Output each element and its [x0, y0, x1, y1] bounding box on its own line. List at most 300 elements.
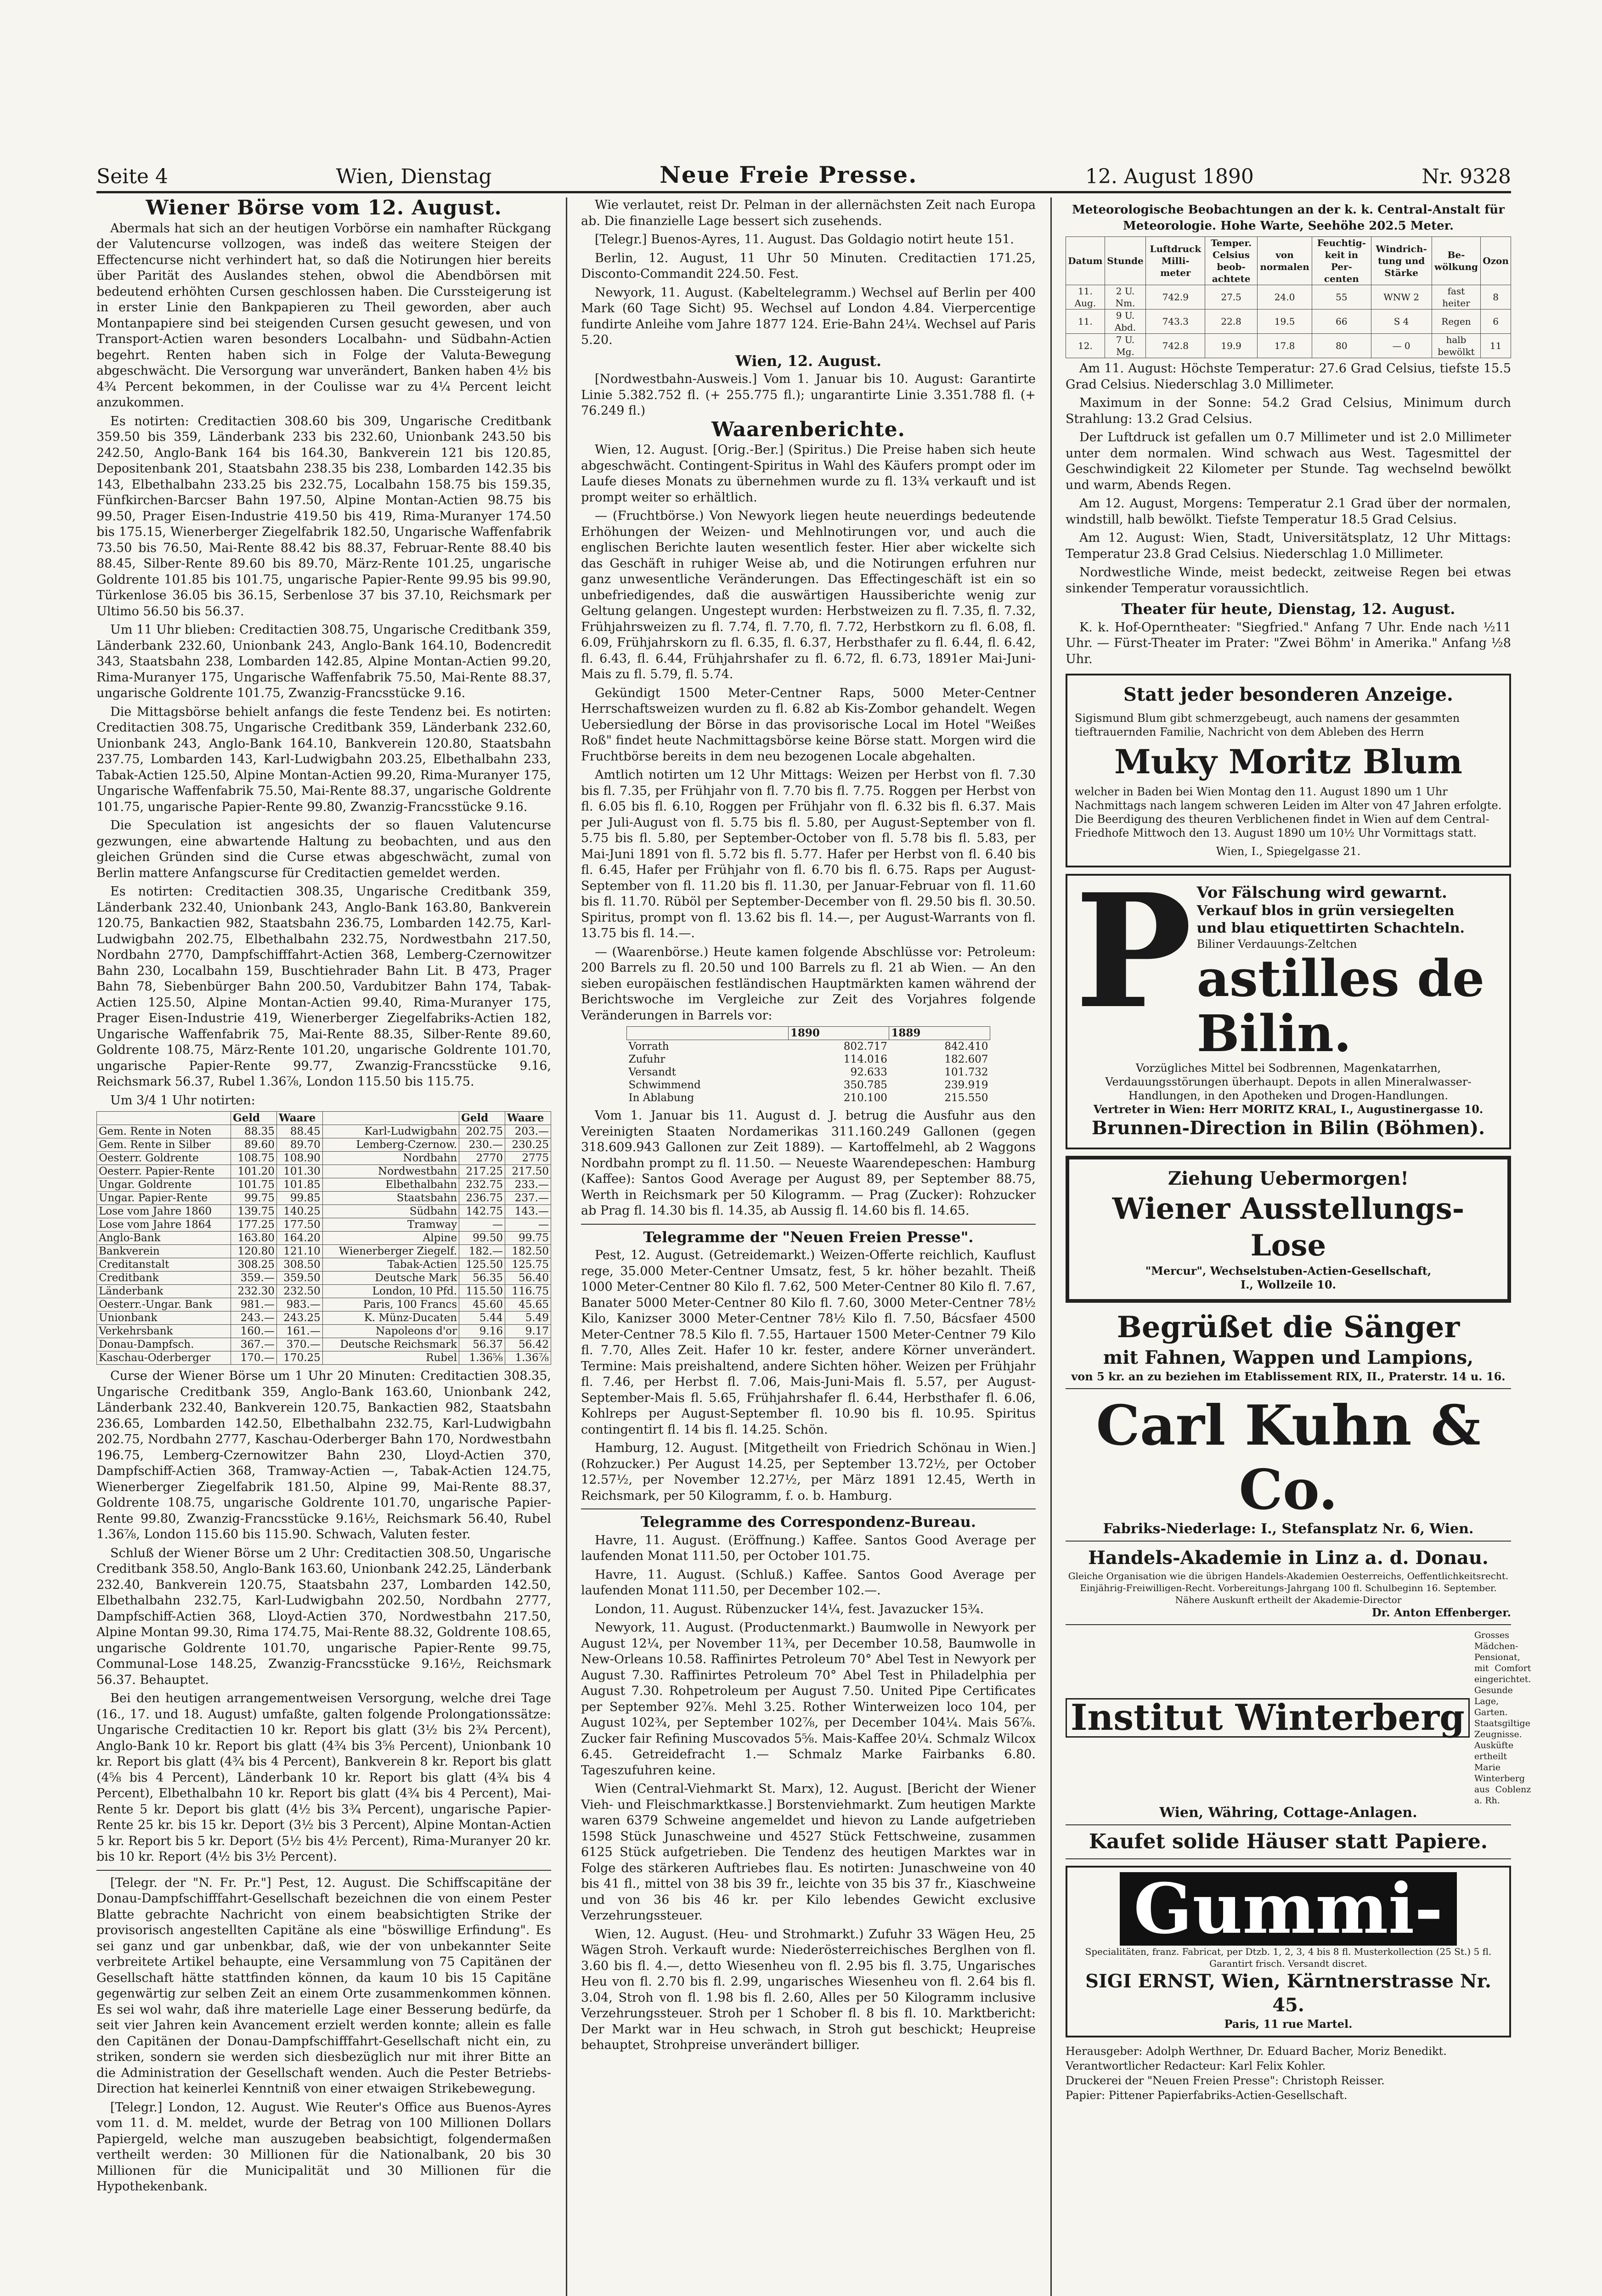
article-paragraph: [Telegr.] London, 12. August. Wie Reuter's Office aus Buenos-Ayres vom 11. d. M. meldet, wurde der Betrag von 100 Millionen Dollars Papiergeld, welche man auszugeben beabsichtigt, folgendermaßen vertheilt werden: 30 Millionen für die Nationalbank, 20 bis 30 Millionen für die Municipalität und 30 Millionen für die Hypothekenbank.	[96, 2100, 551, 2194]
table-cell: 170.25	[276, 1351, 322, 1365]
table-cell: 56.37	[459, 1338, 505, 1351]
table-cell: 177.50	[276, 1218, 322, 1232]
table-cell: 2775	[505, 1152, 551, 1165]
table-row	[627, 1066, 990, 1079]
table-cell: 89.60	[231, 1138, 276, 1152]
quotes-table	[96, 1111, 551, 1365]
table-title: Um 3/4 1 Uhr notirten:	[110, 1093, 255, 1108]
table-cell: 17.8	[1257, 334, 1312, 358]
table-cell: Tabak-Actien	[322, 1258, 459, 1272]
table-cell: 160.—	[231, 1325, 276, 1338]
table-cell: Gem. Rente in Noten	[97, 1125, 231, 1138]
table-cell: 210.100	[843, 1092, 887, 1104]
table-row	[1066, 285, 1511, 310]
winterberg-details: Grosses Mädchen-Pensionat, mit Comfort eingerichtet. Gesunde Lage, Garten. Staatsgiltige Zeugnisse. Ausküfte ertheilt Marie Winterberg aus Coblenz a. Rh.	[1474, 1630, 1531, 1806]
lottery-ad	[1066, 1156, 1511, 1303]
table-cell: 55	[1312, 285, 1371, 310]
table-cell: 56.42	[505, 1338, 551, 1351]
table-cell: 11	[1481, 334, 1511, 358]
telegrams-bureau-heading: Telegramme des Correspondenz-Bureau.	[640, 1513, 976, 1531]
table-row	[97, 1152, 551, 1165]
table-cell: 232.30	[231, 1285, 276, 1298]
lottery-company: "Mercur", Wechselstuben-Actien-Gesellschaft,	[1145, 1264, 1432, 1277]
article-paragraph: Wien, 12. August. [Orig.-Ber.] (Spiritus.) Die Preise haben sich heute abgeschwächt. Contingent-Spiritus in Wahl des Käufers prompt oder im Laufe dieses Monats zu übernehmen wurde zu fl. 13¾ verkauft und ist prompt weiter so erhältlich.	[581, 443, 1036, 505]
table-cell: Oesterr. Papier-Rente	[97, 1165, 231, 1178]
table-cell: 114.016	[843, 1053, 887, 1065]
gummi-paris: Paris, 11 rue Martel.	[1224, 2017, 1353, 2031]
table-cell: 139.75	[231, 1205, 276, 1218]
column-1	[96, 197, 551, 2296]
table-row	[627, 1040, 990, 1053]
table-cell: 230.25	[505, 1138, 551, 1152]
table-cell: 359.50	[276, 1272, 322, 1285]
page-number: Seite 4	[96, 165, 168, 188]
table-row	[97, 1258, 551, 1272]
table-cell: Wienerberger Ziegelf.	[322, 1245, 459, 1258]
table-header-cell: Temper. Celsius beob-achtete	[1205, 237, 1257, 285]
table-cell: 981.—	[231, 1298, 276, 1311]
table-cell: 1.36⅞	[505, 1351, 551, 1365]
table-cell: 308.50	[276, 1258, 322, 1272]
table-cell: Nordbahn	[322, 1152, 459, 1165]
table-cell: Rubel	[322, 1351, 459, 1365]
table-cell: 88.45	[276, 1125, 322, 1138]
death-notice-intro: Sigismund Blum gibt schmerzgebeugt, auch namens der gesammten tieftrauernden Familie, Nachricht von dem Ableben des Herrn	[1075, 712, 1460, 738]
table-cell: 66	[1312, 310, 1371, 334]
table-cell: Lose vom Jahre 1864	[97, 1218, 231, 1232]
table-cell: 89.70	[276, 1138, 322, 1152]
divider	[1066, 1824, 1511, 1825]
table-cell: 177.25	[231, 1218, 276, 1232]
table-cell: 9 U. Abd.	[1105, 310, 1145, 334]
linz-heading: Handels-Akademie in Linz a. d. Donau.	[1088, 1547, 1489, 1569]
table-row	[97, 1272, 551, 1285]
table-cell: —	[459, 1218, 505, 1232]
table-cell: Lose vom Jahre 1860	[97, 1205, 231, 1218]
masthead	[96, 156, 1511, 193]
bilin-line: Verkauf blos in grün versiegelten	[1196, 903, 1455, 919]
table-cell: 24.0	[1257, 285, 1312, 310]
table-cell: Anglo-Bank	[97, 1232, 231, 1245]
table-row	[97, 1325, 551, 1338]
table-cell: Gem. Rente in Silber	[97, 1138, 231, 1152]
table-cell: 45.60	[459, 1298, 505, 1311]
table-row	[97, 1125, 551, 1138]
bilin-footer: Brunnen-Direction in Bilin (Böhmen).	[1091, 1117, 1485, 1139]
table-cell: 182.—	[459, 1245, 505, 1258]
table-header-cell: Windrich-tung und Stärke	[1371, 237, 1432, 285]
table-cell: 9.16	[459, 1325, 505, 1338]
gummi-ad	[1066, 1866, 1511, 2037]
table-cell: 22.8	[1205, 310, 1257, 334]
article-paragraph: Die Speculation ist angesichts der so flauen Valutencurse gezwungen, eine abwartende Haltung zu beobachten, und aus den gleichen Gründen sind die Curse etwas abgeschwächt, zumal von Berlin mattere Anfangscurse für Creditactien gemeldet werden.	[96, 818, 551, 880]
imprint-publishers: Herausgeber: Adolph Werthner, Dr. Eduard Bacher, Moriz Benedikt.	[1066, 2045, 1447, 2058]
winterberg-name: Institut Winterberg	[1066, 1698, 1470, 1738]
table-cell: Oesterr.-Ungar. Bank	[97, 1298, 231, 1311]
death-notice-text: welcher in Baden bei Wien Montag den 11. August 1890 um 1 Uhr Nachmittags nach langem schweren Leiden im Alter von 47 Jahren erfolgte. Die Beerdigung des theuren Verblichenen findet in Wien auf dem Central-Friedhofe Mittwoch den 13. August 1890 um 10½ Uhr Vormittags statt.	[1075, 785, 1502, 839]
winterberg-ad	[1066, 1630, 1531, 1806]
kuhn-name: Carl Kuhn & Co.	[1096, 1393, 1481, 1522]
weather-paragraph: Nordwestliche Winde, meist bedeckt, zeitweise Regen bei etwas sinkender Temperatur voraussichtlich.	[1066, 565, 1511, 596]
article-paragraph: Wien (Central-Viehmarkt St. Marx), 12. August. [Bericht der Wiener Vieh- und Fleischmarktkasse.] Borstenviehmarkt. Zum heutigen Markte waren 6379 Schweine angemeldet und hievon zu Lande aufgetrieben 1598 Stück Junaschweine und 4527 Stück Fettschweine, zusammen 6125 Stück aufgetrieben. Die Tendenz des heutigen Marktes war in Folge des stärkeren Auftriebes flau. Es notirten: Junaschweine von 40 bis 41 fl., mittel von 38 bis 39 fr., leichte von 35 bis 37 fr., Kiaschweine und von 36 bis 46 kr. per Kilo lebendes Gewicht exclusive Verzehrungssteuer.	[581, 1782, 1036, 1923]
weather-paragraph: Am 12. August, Morgens: Temperatur 2.1 Grad über der normalen, windstill, halb bewölkt. Tiefste Temperatur 18.5 Grad Celsius.	[1066, 496, 1511, 527]
table-row	[97, 1338, 551, 1351]
table-header-cell: Be-wölkung	[1432, 237, 1481, 285]
table-cell: 202.75	[459, 1125, 505, 1138]
table-row	[97, 1178, 551, 1192]
table-cell: 233.—	[505, 1178, 551, 1192]
table-cell: Schwimmend	[628, 1079, 701, 1091]
table-cell: 164.20	[276, 1232, 322, 1245]
singers-small: von 5 kr. an zu beziehen im Etablissement RIX, II., Praterstr. 14 u. 16.	[1071, 1370, 1506, 1383]
divider	[1066, 1624, 1511, 1625]
article-paragraph: Havre, 11. August. (Eröffnung.) Kaffee. Santos Good Average per laufenden Monat 111.50, per October 101.75.	[581, 1533, 1036, 1563]
table-row	[97, 1232, 551, 1245]
table-cell: 367.—	[231, 1338, 276, 1351]
table-cell: K. Münz-Ducaten	[322, 1311, 459, 1325]
divider	[96, 1870, 551, 1871]
table-cell: 45.65	[505, 1298, 551, 1311]
table-cell: 170.—	[231, 1351, 276, 1365]
table-cell: 1.36⅝	[459, 1351, 505, 1365]
table-cell: 120.80	[231, 1245, 276, 1258]
table-cell: 217.25	[459, 1165, 505, 1178]
column-3	[1066, 197, 1531, 2296]
table-header-cell: von normalen	[1257, 237, 1312, 285]
table-row	[97, 1351, 551, 1365]
imprint-paper: Papier: Pittener Papierfabriks-Actien-Gesellschaft.	[1066, 2089, 1348, 2102]
table-cell: 5.44	[459, 1311, 505, 1325]
table-cell: Regen	[1432, 310, 1481, 334]
table-cell: Lemberg-Czernow.	[322, 1138, 459, 1152]
table-cell: 742.8	[1146, 334, 1205, 358]
article-paragraph: Schluß der Wiener Börse um 2 Uhr: Creditactien 308.50, Ungarische Creditbank 358.50, Anglo-Bank 163.60, Unionbank 242.25, Länderbank 232.40, Bankverein 120.75, Staatsbahn 237, Lombarden 142.50, Elbethalbahn 232.75, Karl-Ludwigbahn 202.50, Nordbahn 2777, Dampfschiff-Actien 368, Lloyd-Actien 370, Nordwestbahn 217.50, Alpine Montan 99.30, Rima 174.75, Mai-Rente 88.32, Goldrente 108.65, ungarische Goldrente 101.70, ungarische Papier-Rente 99.75, Communal-Lose 148.25, Zwanzig-Francsstücke 9.16½, Reichsmark 56.37. Behauptet.	[96, 1546, 551, 1687]
table-cell: 8	[1481, 285, 1511, 310]
table-cell: 163.80	[231, 1232, 276, 1245]
deceased-name: Muky Moritz Blum	[1114, 742, 1462, 781]
article-paragraph: Curse der Wiener Börse um 1 Uhr 20 Minuten: Creditactien 308.35, Ungarische Creditbank 359, Anglo-Bank 163.60, Unionbank 242, Länderbank 232.40, Bankverein 120.75, Bankactien 982, Staatsbahn 236.65, Lombarden 142.50, Elbethalbahn 232.75, Karl-Ludwigbahn 202.75, Nordbahn 2777, Kaschau-Oderberger Bahn 170, Nordwestbahn 196.75, Lemberg-Czernowitzer Bahn 230, Lloyd-Actien 370, Dampfschiff-Actien 368, Tramway-Actien —, Tabak-Actien 124.75, Wienerberger Ziegelfabrik 181.50, Alpine 99, Mai-Rente 88.37, Goldrente 108.75, ungarische Goldrente 101.70, ungarische Papier-Rente 99.80, Zwanzig-Francsstücke 9.16½, Reichsmark 56.40, Rubel 1.36⅞, London 115.60 bis 115.90. Schwach, Valuten fester.	[96, 1369, 551, 1542]
table-cell: 243.25	[276, 1311, 322, 1325]
lottery-draw-date: Ziehung Uebermorgen!	[1168, 1168, 1409, 1189]
table-cell: 56.40	[505, 1272, 551, 1285]
table-cell: 101.85	[276, 1178, 322, 1192]
article-paragraph: Vom 1. Januar bis 11. August d. J. betrug die Ausfuhr aus den Vereinigten Staaten Nordamerikas 311.160.249 Gallonen (gegen 318.609.943 Gallonen zur Zeit 1889). — Kartoffelmehl, ab 2 Waggons Nordbahn prompt zu fl. 11.50. — Neueste Waarendepeschen: Hamburg (Kaffee): Santos Good Average per August 89, per September 88.75, Werth in Reichsmark per 50 Kilogramm. — Prag (Zucker): Rohzucker ab Prag fl. 14.30 bis fl. 14.35, ab Aussig fl. 14.60 bis fl. 14.65.	[581, 1109, 1036, 1218]
table-cell: 743.3	[1146, 310, 1205, 334]
imprint-printer: Druckerei der "Neuen Freien Presse": Christoph Reisser.	[1066, 2074, 1385, 2087]
telegrams-nfp-heading: Telegramme der "Neuen Freien Presse".	[643, 1228, 974, 1246]
table-cell: 125.75	[505, 1258, 551, 1272]
divider	[581, 1508, 1036, 1509]
kuhn-address: Fabriks-Niederlage: I., Stefansplatz Nr. 6, Wien.	[1103, 1521, 1474, 1537]
theatre-paragraph: K. k. Hof-Operntheater: "Siegfried." Anfang 7 Uhr. Ende nach ½11 Uhr. — Fürst-Theater im Prater: "Zwei Böhm' in Amerika." Anfang ½8 Uhr.	[1066, 620, 1511, 666]
table-cell: Elbethalbahn	[322, 1178, 459, 1192]
table-row	[97, 1285, 551, 1298]
table-cell: 2770	[459, 1152, 505, 1165]
article-paragraph: Newyork, 11. August. (Kabeltelegramm.) Wechsel auf Berlin per 400 Mark (60 Tage Sicht) 95. Wechsel auf London 4.84. Vierpercentige fundirte Anleihe vom Jahre 1877 124. Erie-Bahn 24¼. Wechsel auf Paris 5.20.	[581, 285, 1036, 347]
table-cell: 140.25	[276, 1205, 322, 1218]
table-cell: 99.75	[505, 1232, 551, 1245]
table-row	[97, 1298, 551, 1311]
table-cell: 5.49	[505, 1311, 551, 1325]
table-cell: Staatsbahn	[322, 1192, 459, 1205]
table-header-cell	[322, 1112, 459, 1125]
table-row	[97, 1192, 551, 1205]
table-header-cell: Feuchtig-keit in Per-centen	[1312, 237, 1371, 285]
divider	[1066, 1388, 1511, 1389]
imprint-editor: Verantwortlicher Redacteur: Karl Felix Kohler.	[1066, 2060, 1326, 2072]
gummi-text: Specialitäten, franz. Fabricat, per Dtzb. 1, 2, 3, 4 bis 8 fl. Musterkollection (25 St.) 5 fl. Garantirt frisch. Versandt discret.	[1085, 1946, 1492, 1969]
table-cell: Verkehrsbank	[97, 1325, 231, 1338]
table-cell: 116.75	[505, 1285, 551, 1298]
bilin-ad	[1066, 860, 1511, 1149]
gummi-name: Gummi-	[1120, 1872, 1457, 1946]
table-row	[627, 1092, 990, 1104]
table-cell: 232.50	[276, 1285, 322, 1298]
weather-paragraph: Am 12. August: Wien, Stadt, Universitätsplatz, 12 Uhr Mittags: Temperatur 23.8 Grad Celsius. Niederschlag 1.0 Millimeter.	[1066, 531, 1511, 561]
table-cell: Creditbank	[97, 1272, 231, 1285]
table-cell: Karl-Ludwigbahn	[322, 1125, 459, 1138]
divider	[1066, 1541, 1511, 1542]
table-cell: Bankverein	[97, 1245, 231, 1258]
article-paragraph: [Telegr. der "N. Fr. Pr."] Pest, 12. August. Die Schiffscapitäne der Donau-Dampfschifffahrt-Gesellschaft bezeichnen die von einem Pester Blatte gebrachte Nachricht von einem beabsichtigten Strike der provisorisch angestellten Capitäne als eine "böswillige Erfindung". Es sei ganz und gar unbenkbar, daß, wie der von unbekannter Seite verbreitete Artikel behaupte, eine Versammlung von 75 Capitänen der Gesellschaft hätte stattfinden können, da kaum 10 bis 15 Capitäne gegenwärtig zur selben Zeit an einem Orte zusammenkommen können. Es sei wol wahr, daß ihre materielle Lage einer Besserung bedürfe, da seit vier Jahren kein Avancement erzielt werden konnte; allein es falle den Capitänen der Donau-Dampfschifffahrt-Gesellschaft nicht ein, zu striken, sondern sie werden sich diesbezüglich nur mit ihrer Bitte an die Administration der Gesellschaft wenden. Auch die Pester Betriebs-Direction hat keinerlei Kenntniß von einer etwaigen Strikebewegung.	[96, 1875, 551, 2096]
table-cell: Paris, 100 Francs	[322, 1298, 459, 1311]
table-cell: 182.50	[505, 1245, 551, 1258]
issue-date: 12. August 1890	[1085, 165, 1254, 188]
weather-table	[1066, 236, 1511, 358]
table-row	[1066, 310, 1511, 334]
table-cell: 99.50	[459, 1232, 505, 1245]
table-cell: 143.—	[505, 1205, 551, 1218]
table-cell: 742.9	[1146, 285, 1205, 310]
table-cell: 115.50	[459, 1285, 505, 1298]
death-notice-heading: Statt jeder besonderen Anzeige.	[1123, 684, 1453, 705]
article-paragraph: Es notirten: Creditactien 308.35, Ungarische Creditbank 359, Länderbank 232.40, Unionbank 243, Anglo-Bank 163.80, Bankverein 120.75, Bankactien 982, Staatsbahn 236.75, Lombarden 142.75, Karl-Ludwigbahn 202.75, Elbethalbahn 232.75, Nordwestbahn 217.50, Nordbahn 2770, Dampfschifffahrt-Actien 368, Lemberg-Czernowitzer Bahn 230, Localbahn 159, Buschtiehrader Bahn Lit. B 473, Prager Bahn 78, Siebenbürger Bahn 200.50, Vardubitzer Bahn 174, Tabak-Actien 125.50, Alpine Montan-Actien 99.40, Rima-Muranyer 175, Prager Eisen-Industrie 419, Wienerberger Ziegelfabriks-Actien 182, Ungarische Waffenfabrik 75, Mai-Rente 88.35, Silber-Rente 89.60, Goldrente 108.75, März-Rente 101.20, ungarische Goldrente 101.70, ungarische Papier-Rente 99.77, Zwanzig-Francsstücke 9.16, Reichsmark 56.37, Rubel 1.36⅞, London 115.50 bis 115.75.	[96, 884, 551, 1089]
table-header-cell: Geld	[231, 1112, 276, 1125]
table-cell: In Ablabung	[628, 1092, 694, 1104]
gummi-firm: SIGI ERNST, Wien, Kärntnerstrasse Nr. 45.	[1085, 1970, 1491, 2016]
bilin-initial: P	[1075, 860, 1192, 1043]
table-cell: 6	[1481, 310, 1511, 334]
stock-exchange-heading: Wiener Börse vom 12. August.	[146, 196, 502, 219]
table-cell: 27.5	[1205, 285, 1257, 310]
table-cell: WNW 2	[1371, 285, 1432, 310]
article-paragraph: Gekündigt 1500 Meter-Centner Raps, 5000 Meter-Centner Herrschaftsweizen wurden zu fl. 6.82 ab Kis-Zombor gehandelt. Wegen Uebersiedlung der Börse in das provisorische Local im Hotel "Weißes Roß" findet heute Nachmittagsbörse keine Börse statt. Morgen wird die Fruchtbörse bereits in dem neu bezogenen Locale abgehalten.	[581, 686, 1036, 764]
linz-text: Gleiche Organisation wie die übrigen Handels-Akademien Oesterreichs, Oeffentlichkeitsrecht. Einjährig-Freiwilligen-Recht. Vorbereitungs-Jahrgang 100 fl. Schulbeginn 16. September. Nähere Auskunft ertheilt der Akademie-Director	[1068, 1570, 1509, 1605]
table-cell: — 0	[1371, 334, 1432, 358]
table-cell: 215.550	[944, 1092, 988, 1104]
winterberg-address: Wien, Währing, Cottage-Anlagen.	[1159, 1805, 1417, 1821]
table-row	[1066, 334, 1511, 358]
bilin-description: Vorzügliches Mittel bei Sodbrennen, Magenkatarrhen, Verdauungsstörungen überhaupt. Depots in allen Mineralwasser-Handlungen, in den Apotheken und Drogen-Handlungen.	[1105, 1062, 1472, 1102]
table-cell: 182.607	[944, 1053, 988, 1065]
table-header-cell: Stunde	[1105, 237, 1145, 285]
table-cell: Zufuhr	[628, 1053, 666, 1065]
table-cell: Unionbank	[97, 1311, 231, 1325]
lottery-address: I., Wollzeile 10.	[1240, 1278, 1337, 1291]
article-paragraph: Abermals hat sich an der heutigen Vorbörse ein namhafter Rückgang der Valutencurse vollzogen, was indeß das weitere Steigen der Effectencurse nicht verhindert hat, so daß die Notirungen hier bereits über Parität des Auslandes stehen, obwol die Abendbörsen mit bedeutend erhöhten Cursen geschlossen haben. Die Curssteigerung ist in erster Linie den Bankpapieren zu Theil geworden, aber auch Montanpapiere sind bei steigenden Cursen gesucht gewesen, und von Transport-Actien waren besonders Localbahn- und Südbahn-Actien begehrt. Renten haben sich in Folge der Valuta-Bewegung abgeschwächt. Die Versorgung war unverändert, Banken haben 4½ bis 4¾ Percent bekommen, in der Coulisse war zu 4¼ Percent leicht anzukommen.	[96, 221, 551, 410]
table-cell: —	[505, 1218, 551, 1232]
article-paragraph: Amtlich notirten um 12 Uhr Mittags: Weizen per Herbst von fl. 7.30 bis fl. 7.35, per Frühjahr von fl. 7.70 bis fl. 7.75. Roggen per Herbst von fl. 6.05 bis fl. 6.10, Roggen per Frühjahr von fl. 6.32 bis fl. 6.37. Mais per Juli-August von fl. 5.75 bis fl. 5.80, per August-September von fl. 5.75 bis fl. 5.80, per September-October von fl. 5.78 bis fl. 5.83, per Mai-Juni 1891 von fl. 5.72 bis fl. 5.77. Hafer per Herbst von fl. 6.40 bis fl. 6.45, Hafer per Frühjahr von fl. 6.70 bis fl. 6.75. Raps per August-September von fl. 11.20 bis fl. 11.30, per Januar-Februar von fl. 11.60 bis fl. 11.70. Rüböl per September-December von fl. 29.50 bis fl. 30.50. Spiritus, prompt von fl. 13.62 bis fl. 14.—, per August-Warrants von fl. 13.75 bis fl. 14.—.	[581, 768, 1036, 940]
table-cell: 99.75	[231, 1192, 276, 1205]
death-notice-place: Wien, I., Spiegelgasse 21.	[1216, 845, 1361, 858]
kuhn-ad	[1066, 1394, 1511, 1536]
table-cell: 101.732	[944, 1066, 988, 1078]
table-cell: 11. Aug.	[1066, 285, 1105, 310]
table-cell: 142.75	[459, 1205, 505, 1218]
table-cell: 121.10	[276, 1245, 322, 1258]
table-cell: 359.—	[231, 1272, 276, 1285]
table-cell: Südbahn	[322, 1205, 459, 1218]
table-row	[97, 1138, 551, 1152]
table-cell: 350.785	[843, 1079, 887, 1091]
table-cell: 2 U. Nm.	[1105, 285, 1145, 310]
table-header-cell: Luftdruck Milli-meter	[1146, 237, 1205, 285]
bilin-warning: Vor Fälschung wird gewarnt.	[1196, 884, 1447, 902]
table-row	[97, 1311, 551, 1325]
weather-heading: Meteorologische Beobachtungen an der k. k. Central-Anstalt für Meteorologie. Hohe Warte, Seehöhe 202.5 Meter.	[1072, 203, 1505, 233]
table-cell: S 4	[1371, 310, 1432, 334]
market-reports-heading: Waarenberichte.	[711, 417, 905, 441]
table-cell: Vorrath	[628, 1041, 669, 1052]
table-header-cell: Datum	[1066, 237, 1105, 285]
issue-number: Nr. 9328	[1421, 165, 1511, 188]
table-cell: 11.	[1066, 310, 1105, 334]
table-cell: Nordwestbahn	[322, 1165, 459, 1178]
article-paragraph: — (Waarenbörse.) Heute kamen folgende Abschlüsse vor: Petroleum: 200 Barrels zu fl. 20.50 und 100 Barrels zu fl. 21 ab Wien. — An den sieben europäischen festländischen Hauptmärkten kamen während der Berichtswoche im Vergleiche zur Zeit des Vorjahres folgende Veränderungen in Barrels vor:	[581, 945, 1036, 1023]
bilin-agent: Vertreter in Wien: Herr MORITZ KRAL, I., Augustinergasse 10.	[1093, 1103, 1484, 1116]
article-paragraph: Die Mittagsbörse behielt anfangs die feste Tendenz bei. Es notirten: Creditactien 308.75, Ungarische Creditbank 359, Länderbank 232.60, Unionbank 243, Anglo-Bank 164.10, Bankverein 120.80, Staatsbahn 237.75, Lombarden 143, Karl-Ludwigbahn 203.25, Elbethalbahn 233, Tabak-Actien 125.50, Alpine Montan-Actien 99.20, Rima-Muranyer 175, Ungarische Waffenfabrik 75.50, Mai-Rente 88.37, ungarische Goldrente 101.75, ungarische Papier-Rente 99.80, Zwanzig-Francsstücke 9.16.	[96, 704, 551, 814]
table-cell: 842.410	[944, 1041, 988, 1052]
theatre-heading: Theater für heute, Dienstag, 12. August.	[1121, 600, 1455, 618]
weather-paragraph: Maximum in der Sonne: 54.2 Grad Celsius, Minimum durch Strahlung: 13.2 Grad Celsius.	[1066, 396, 1511, 426]
column-2	[581, 197, 1036, 2296]
linz-director: Dr. Anton Effenberger.	[1371, 1606, 1511, 1619]
table-cell: Ungar. Papier-Rente	[97, 1192, 231, 1205]
article-paragraph: Newyork, 11. August. (Productenmarkt.) Baumwolle in Newyork per August 12¼, per November 11¾, per December 10.58, Baumwolle in New-Orleans 10.58. Raffinirtes Petroleum 70° Abel Test in Newyork per August 7.30. Raffinirtes Petroleum 70° Abel Test in Philadelphia per August 7.30. Rohpetroleum per August 7.50. United Pipe Certificates per September 92⅞. Mehl 3.25. Rother Winterweizen loco 104, per August 102¾, per September 102⅞, per December 104¼. Mais 56⅞. Zucker fair Refining Muscovados 5⅝. Mais-Kaffee 20¼. Schmalz Wilcox 6.45. Getreidefracht 1.— Schmalz Marke Fairbanks 6.80. Tageszufuhren keine.	[581, 1621, 1036, 1778]
table-cell: Napoleons d'or	[322, 1325, 459, 1338]
table-row	[97, 1245, 551, 1258]
singers-subline: mit Fahnen, Wappen und Lampions,	[1103, 1347, 1474, 1368]
table-cell: 161.—	[276, 1325, 322, 1338]
article-paragraph: Bei den heutigen arrangementweisen Versorgung, welche drei Tage (16., 17. und 18. August) umfaßte, galten folgende Prolongationssätze: Ungarische Creditactien 10 kr. Report bis glatt (3½ bis 2¾ Percent), Anglo-Bank 10 kr. Report bis glatt (4¾ bis 3⅝ Percent), Unionbank 10 kr. Report bis glatt (4¾ bis 4 Percent), Bankverein 8 kr. Report bis glatt (4⅝ bis 4 Percent), Länderbank 10 kr. Report bis glatt (4¾ bis 4 Percent), Elbethalbahn 10 kr. Report bis glatt (4¾ bis 4 Percent), Mai-Rente 5 kr. Deport bis glatt (4½ bis 3¾ Percent), ungarische Papier-Rente 25 kr. bis 15 kr. Deport (3½ bis 3 Percent), Alpine Montan-Actien 5 kr. Report bis 5 kr. Deport (5½ bis 4½ Percent), Rima-Muranyer 20 kr. bis 10 kr. Report (4½ bis 3½ Percent).	[96, 1691, 551, 1864]
article-paragraph: London, 11. August. Rübenzucker 14¼, fest. Javazucker 15¾.	[595, 1602, 984, 1616]
table-cell: 243.—	[231, 1311, 276, 1325]
article-paragraph: Es notirten: Creditactien 308.60 bis 309, Ungarische Creditbank 359.50 bis 359, Länderbank 233 bis 232.60, Unionbank 243.50 bis 242.50, Anglo-Bank 164 bis 164.30, Bankverein 121 bis 120.85, Depositenbank 201, Staatsbahn 238.35 bis 238, Lombarden 142.35 bis 143, Elbethalbahn 233.25 bis 232.75, Localbahn 158.75 bis 159.35, Fünfkirchen-Barcser Bahn 197.50, Alpine Montan-Actien 98.75 bis 99.50, Prager Eisen-Industrie 419.50 bis 419, Rima-Muranyer 174.50 bis 175.15, Wienerberger Ziegelfabrik 182.50, Ungarische Waffenfabrik 73.50 bis 76.50, Mai-Rente 88.42 bis 88.37, Februar-Rente 88.40 bis 88.45, Silber-Rente 89.60 bis 89.70, März-Rente 101.25, ungarische Goldrente 101.85 bis 101.75, ungarische Papier-Rente 99.95 bis 99.90, Türkenlose 36.05 bis 36.15, Serbenlose 37 bis 37.10, Reichsmark per Ultimo 56.50 bis 56.37.	[96, 414, 551, 619]
table-header-cell: Waare	[505, 1112, 551, 1125]
table-header-cell	[97, 1112, 231, 1125]
table-cell: 88.35	[231, 1125, 276, 1138]
table-cell: 101.75	[231, 1178, 276, 1192]
table-cell: Ungar. Goldrente	[97, 1178, 231, 1192]
death-notice	[1066, 674, 1511, 867]
divider	[1066, 1858, 1511, 1859]
table-cell: 983.—	[276, 1298, 322, 1311]
newspaper-title: Neue Freie Presse.	[660, 161, 918, 188]
article-paragraph: Hamburg, 12. August. [Mitgetheilt von Friedrich Schönau in Wien.] (Rohzucker.) Per August 14.25, per September 13.72½, per October 12.57½, per November 12.27½, per März 1891 12.45, Werth in Reichsmark, per 50 Kilogramm, f. o. b. Hamburg.	[581, 1441, 1036, 1503]
table-cell: 92.633	[850, 1066, 887, 1078]
article-paragraph: Havre, 11. August. (Schluß.) Kaffee. Santos Good Average per laufenden Monat 111.50, per December 102.—.	[581, 1567, 1036, 1598]
bilin-product-name: astilles de Bilin.	[1196, 949, 1485, 1063]
table-cell: 19.9	[1205, 334, 1257, 358]
column-rule	[1050, 197, 1052, 2296]
table-cell: Versandt	[628, 1066, 676, 1078]
table-cell: 99.85	[276, 1192, 322, 1205]
houses-ad: Kaufet solide Häuser statt Papiere.	[1089, 1830, 1488, 1853]
article-paragraph: Wien, 12. August. (Heu- und Strohmarkt.) Zufuhr 33 Wägen Heu, 25 Wägen Stroh. Verkauft wurde: Niederösterreichisches Berglhen von fl. 3.60 bis fl. 4.—, detto Wiesenheu von fl. 2.95 bis fl. 3.75, Ungarisches Heu von fl. 2.70 bis fl. 2.99, ungarisches Wiesenheu von fl. 2.64 bis fl. 3.04, Stroh von fl. 1.98 bis fl. 2.60, Alles per 50 Kilogramm inclusive Verzehrungssteuer. Stroh per 1 Schober fl. 8 bis fl. 10. Marktbericht: Der Markt war in Heu schwach, in Stroh gut beschickt; Heupreise behauptet, Strohpreise unverändert billiger.	[581, 1927, 1036, 2052]
table-cell: 108.75	[231, 1152, 276, 1165]
table-cell: 802.717	[843, 1041, 887, 1052]
table-header-cell: 1890	[788, 1027, 889, 1040]
article-paragraph: Pest, 12. August. (Getreidemarkt.) Weizen-Offerte reichlich, Kauflust rege, 35.000 Meter-Centner Umsatz, fest, 5 kr. höher bezahlt. Theiß 1000 Meter-Centner 80 Kilo fl. 7.62, 500 Meter-Centner 80 Kilo fl. 7.67, Banater 5000 Meter-Centner 80 Kilo fl. 7.60, 3000 Meter-Centner 78½ Kilo, Kanizser 3000 Meter-Centner 78½ Kilo fl. 7.50, Bácsfaer 4500 Meter-Centner 78.5 Kilo fl. 7.55, Hartauer 1500 Meter-Centner 79 Kilo fl. 7.70, Alles Zeit. Hafer 10 kr. fester, andere Körner unverändert. Termine: Mais preishaltend, andere Sichten höher. Weizen per Frühjahr fl. 7.46, per Herbst fl. 7.06, Mais-Juni-Mais fl. 5.57, per August-September-Mais fl. 5.65, Frühjahrshafer fl. 6.44, Herbsthafer fl. 6.06, Kohlreps per August-September fl. 10.90 bis fl. 10.95. Spiritus contingentirt fl. 14 bis fl. 14.25. Schön.	[581, 1248, 1036, 1437]
table-cell: 80	[1312, 334, 1371, 358]
column-rule	[566, 197, 567, 2296]
table-cell: Tramway	[322, 1218, 459, 1232]
table-row	[627, 1079, 990, 1092]
table-cell: 125.50	[459, 1258, 505, 1272]
table-cell: London, 10 Pfd.	[322, 1285, 459, 1298]
weather-paragraph: Am 11. August: Höchste Temperatur: 27.6 Grad Celsius, tiefste 15.5 Grad Celsius. Niederschlag 3.0 Millimeter.	[1066, 361, 1511, 392]
table-cell: 239.919	[944, 1079, 988, 1091]
table-header-cell	[627, 1027, 789, 1040]
table-cell: Deutsche Mark	[322, 1272, 459, 1285]
table-cell: 308.25	[231, 1258, 276, 1272]
table-cell: 101.30	[276, 1165, 322, 1178]
imprint	[1066, 2044, 1511, 2103]
table-row	[97, 1205, 551, 1218]
singers-ad	[1066, 1309, 1511, 1384]
city-day: Wien, Dienstag	[336, 165, 492, 188]
table-row	[97, 1218, 551, 1232]
article-paragraph: [Nordwestbahn-Ausweis.] Vom 1. Januar bis 10. August: Garantirte Linie 5.382.752 fl. (+ 255.775 fl.); ungarantirte Linie 3.351.788 fl. (+ 76.249 fl.)	[581, 372, 1036, 418]
table-header-cell: 1889	[889, 1027, 990, 1040]
table-cell: 19.5	[1257, 310, 1312, 334]
table-cell: fast heiter	[1432, 285, 1481, 310]
table-cell: Oesterr. Goldrente	[97, 1152, 231, 1165]
petroleum-table	[626, 1026, 990, 1104]
table-cell: Deutsche Reichsmark	[322, 1338, 459, 1351]
table-cell: 108.90	[276, 1152, 322, 1165]
table-cell: Länderbank	[97, 1285, 231, 1298]
table-cell: 370.—	[276, 1338, 322, 1351]
divider	[581, 1224, 1036, 1225]
table-cell: Alpine	[322, 1232, 459, 1245]
table-cell: 101.20	[231, 1165, 276, 1178]
table-header-cell: Geld	[459, 1112, 505, 1125]
table-cell: 236.75	[459, 1192, 505, 1205]
table-cell: 217.50	[505, 1165, 551, 1178]
table-cell: 237.—	[505, 1192, 551, 1205]
article-paragraph: Um 11 Uhr blieben: Creditactien 308.75, Ungarische Creditbank 359, Länderbank 232.60, Unionbank 243, Anglo-Bank 164.10, Bodencredit 343, Staatsbahn 238, Lombarden 142.85, Alpine Montan-Actien 99.20, Rima-Muranyer 175, Ungarische Waffenfabrik 75.50, Mai-Rente 88.37, ungarische Goldrente 101.75, Zwanzig-Francsstücke 9.16.	[96, 623, 551, 700]
table-row	[627, 1053, 990, 1066]
table-header-cell: Ozon	[1481, 237, 1511, 285]
table-cell: 56.35	[459, 1272, 505, 1285]
table-row	[97, 1165, 551, 1178]
lottery-name: Wiener Ausstellungs-Lose	[1112, 1192, 1465, 1263]
table-cell: 7 U. Mg.	[1105, 334, 1145, 358]
table-cell: Donau-Dampfsch.	[97, 1338, 231, 1351]
article-paragraph: [Telegr.] Buenos-Ayres, 11. August. Das Goldagio notirt heute 151.	[595, 232, 1014, 247]
table-cell: 12.	[1066, 334, 1105, 358]
singers-headline: Begrüßet die Sänger	[1117, 1310, 1460, 1345]
table-header-cell: Waare	[276, 1112, 322, 1125]
linz-academy-ad	[1066, 1546, 1511, 1620]
table-cell: Creditanstalt	[97, 1258, 231, 1272]
bilin-line: Biliner Verdauungs-Zeltchen	[1196, 938, 1357, 951]
table-cell: 230.—	[459, 1138, 505, 1152]
wien-heading: Wien, 12. August.	[735, 352, 881, 370]
table-cell: 9.17	[505, 1325, 551, 1338]
article-paragraph: Berlin, 12. August, 11 Uhr 50 Minuten. Creditactien 171.25, Disconto-Commandit 224.50. Fest.	[581, 251, 1036, 281]
